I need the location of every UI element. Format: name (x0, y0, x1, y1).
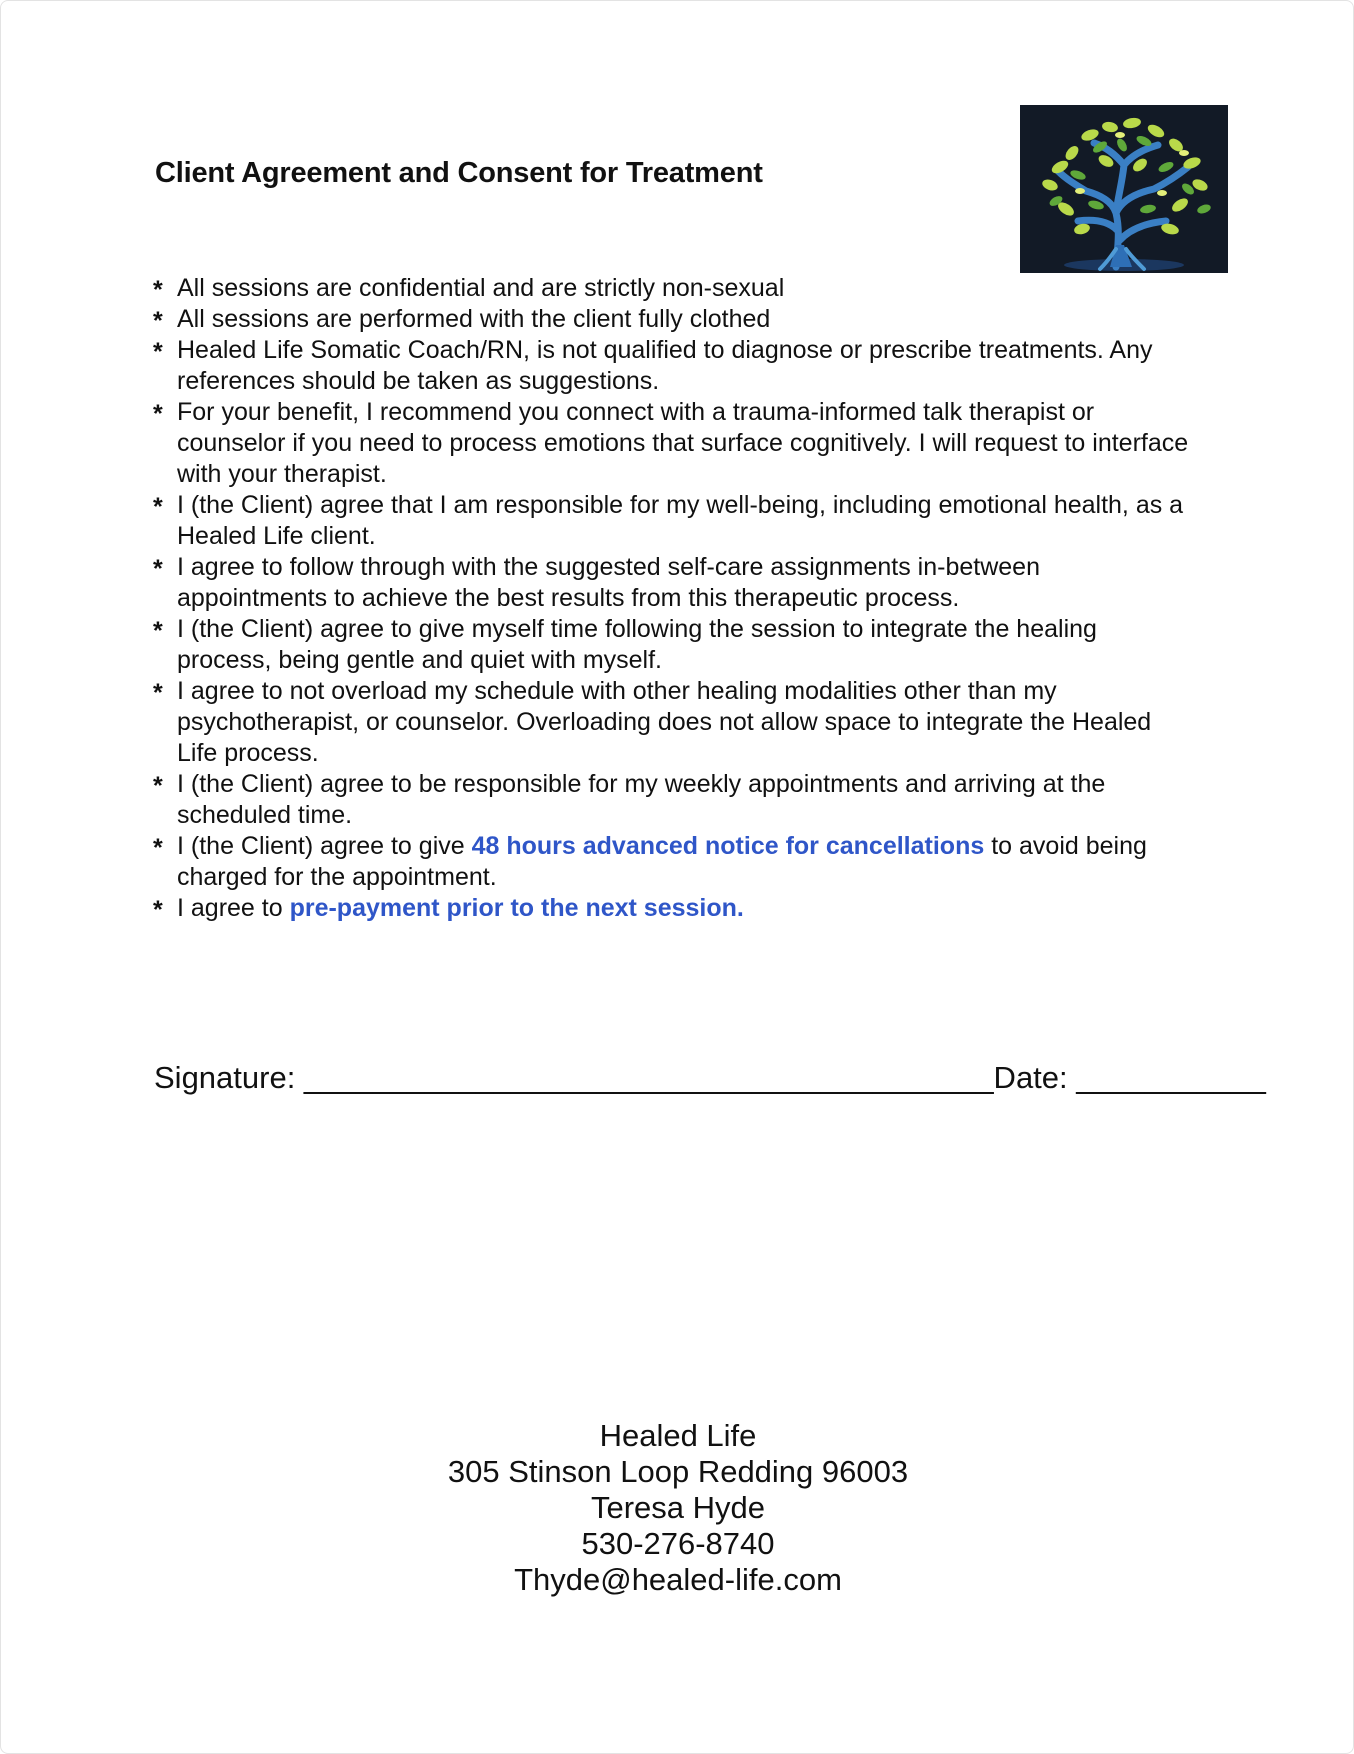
contact-footer (1, 1418, 1354, 1598)
list-item (153, 893, 1193, 924)
list-item-text-before: I (the Client) agree to give (177, 832, 472, 860)
list-item (153, 397, 1193, 490)
bullet-marker: * (153, 493, 163, 521)
bullet-marker: * (153, 896, 163, 924)
bullet-marker: * (153, 307, 163, 335)
list-item-text: I (the Client) agree that I am responsible for my well-being, including emotional health, as a Healed Life client. (177, 491, 1184, 550)
bullet-marker: * (153, 555, 163, 583)
list-item (153, 614, 1193, 676)
document-title: Client Agreement and Consent for Treatment (155, 157, 763, 189)
list-item (153, 490, 1193, 552)
list-item (153, 676, 1193, 769)
list-item (153, 335, 1193, 397)
bullet-marker: * (153, 400, 163, 428)
list-item-text: All sessions are confidential and are strictly non-sexual (177, 274, 785, 302)
list-item-text (177, 832, 1147, 891)
list-item-text: I agree to not overload my schedule with other healing modalities other than my psychotherapist, or counselor. Overloading does not allow space to integrate the Healed Life process. (177, 677, 1152, 767)
list-item-text-before: I agree to (177, 894, 290, 922)
bullet-marker: * (153, 679, 163, 707)
list-item (153, 273, 1193, 304)
contact-email: Thyde@healed-life.com (514, 1562, 842, 1597)
list-item-text: I (the Client) agree to give myself time following the session to integrate the healing process, being gentle and quiet with myself. (177, 615, 1097, 674)
contact-phone: 530-276-8740 (581, 1526, 775, 1561)
list-item (153, 831, 1193, 893)
list-item-text: I agree to follow through with the suggested self-care assignments in-between appointments to achieve the best results from this therapeutic process. (177, 553, 1040, 612)
contact-name: Teresa Hyde (590, 1490, 766, 1525)
bullet-marker: * (153, 617, 163, 645)
list-item (153, 769, 1193, 831)
list-item-text: Healed Life Somatic Coach/RN, is not qualified to diagnose or prescribe treatments. Any references should be taken as suggestions. (177, 336, 1153, 395)
business-address: 305 Stinson Loop Redding 96003 (447, 1454, 909, 1489)
list-item-text-after: to avoid being charged for the appointment. (177, 832, 1147, 891)
bullet-marker: * (153, 276, 163, 304)
list-item-text: For your benefit, I recommend you connect with a trauma-informed talk therapist or counselor if you need to process emotions that surface cognitively. I will request to interface with your therapist. (177, 398, 1189, 488)
list-item-text: I (the Client) agree to be responsible for my weekly appointments and arriving at the scheduled time. (177, 770, 1106, 829)
business-name: Healed Life (599, 1418, 757, 1453)
list-item-text: All sessions are performed with the client fully clothed (177, 305, 771, 333)
list-item (153, 304, 1193, 335)
prepayment-highlight: pre-payment prior to the next session. (289, 894, 744, 922)
agreement-list (153, 273, 1193, 924)
list-item-text (177, 894, 744, 922)
list-item (153, 552, 1193, 614)
cancellation-policy-highlight: 48 hours advanced notice for cancellations (471, 832, 985, 860)
tree-of-life-icon (1020, 105, 1228, 273)
bullet-marker: * (153, 834, 163, 862)
bullet-marker: * (153, 338, 163, 366)
bullet-marker: * (153, 772, 163, 800)
signature-date-line: Signature: ________________________________________Date: ___________ (154, 1060, 1266, 1095)
